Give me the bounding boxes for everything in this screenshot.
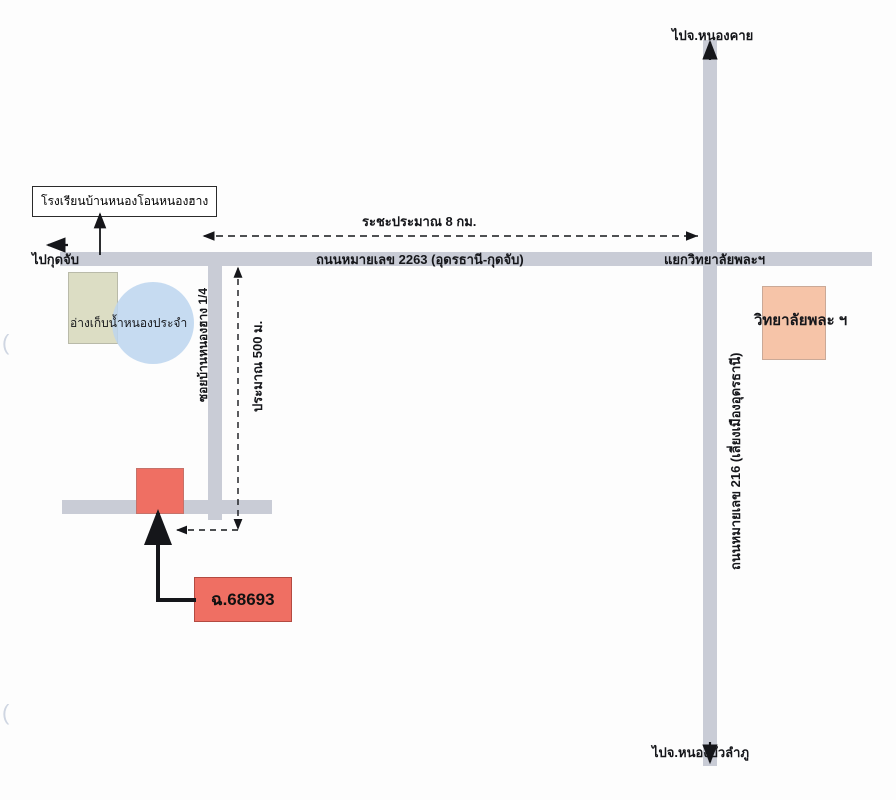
label-vertical-road-left: ซอยบ้านหนองฮาง 1/4: [196, 287, 210, 402]
label-reservoir: อ่างเก็บน้ำหนองประจำ: [70, 316, 188, 330]
label-college: วิทยาลัยพละ ฯ: [754, 312, 848, 329]
site-tag: ฉ.68693: [194, 577, 292, 622]
label-junction: แยกวิทยาลัยพละฯ: [664, 252, 766, 267]
label-main-road: ถนนหมายเลข 2263 (อุดรธานี-กุดจับ): [316, 252, 524, 267]
scan-artifact-bottom-left: (: [2, 700, 10, 725]
label-bottom-direction: ไปจ.หนองบัวลำภู: [652, 745, 750, 760]
scan-artifact-top-left: (: [2, 330, 10, 355]
school-label-box: โรงเรียนบ้านหนองโอนหนองฮาง: [32, 186, 217, 217]
reservoir-area-block: [68, 272, 118, 344]
label-distance-top: ระชะประมาณ 8 กม.: [362, 214, 477, 229]
label-top-direction: ไปจ.หนองคาย: [672, 28, 754, 43]
label-left-direction: ไปกุดจับ: [32, 252, 79, 267]
site-building: [136, 468, 184, 514]
label-distance-500: ประมาณ 500 ม.: [250, 320, 265, 412]
road-vertical-right: [703, 40, 717, 766]
label-vertical-road-right: ถนนหมายเลข 216 (เลี่ยงเมืองอุดรธานี): [728, 352, 743, 570]
